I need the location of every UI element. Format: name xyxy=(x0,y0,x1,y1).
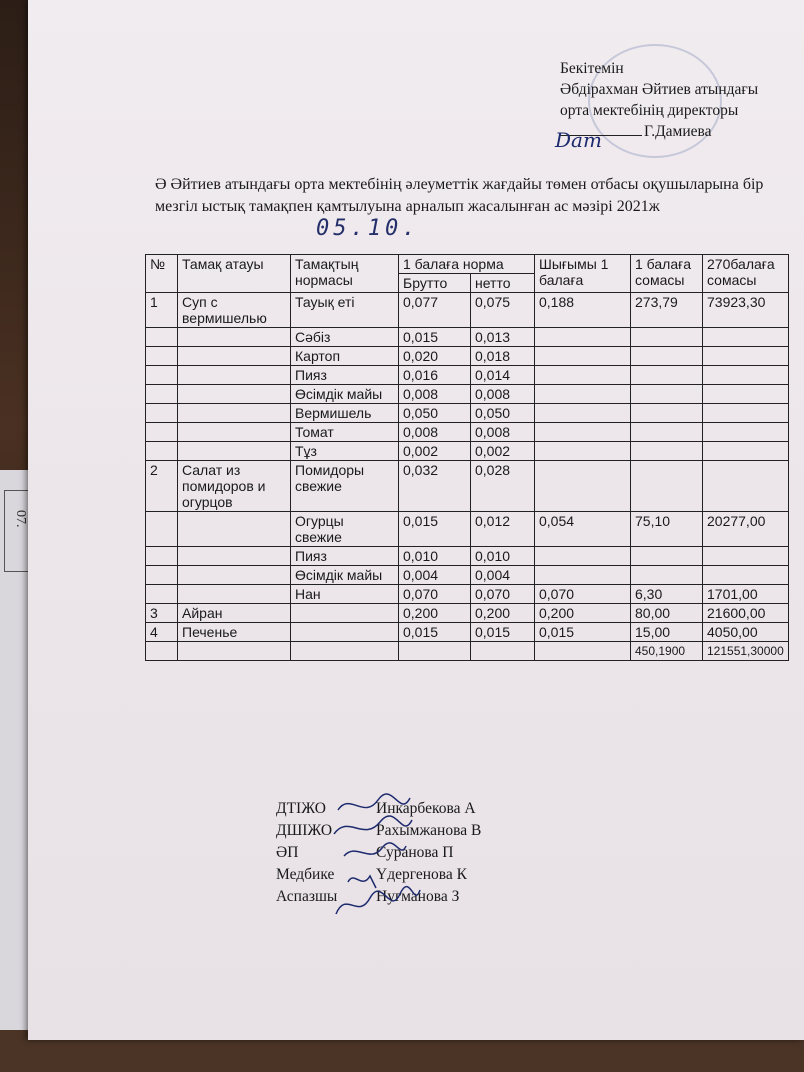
cell-loss: 0,015 xyxy=(535,623,631,642)
cell-sum270: 73923,30 xyxy=(703,293,789,328)
cell-ingredient: Пияз xyxy=(291,366,399,385)
table-row xyxy=(146,293,789,328)
cell-dish: Суп с вермишелью xyxy=(178,293,291,328)
cell-ingredient: Тұз xyxy=(291,442,399,461)
cell-dish xyxy=(178,442,291,461)
cell-num xyxy=(146,512,178,547)
director-signature: Dam xyxy=(555,128,602,152)
cell-brutto: 0,015 xyxy=(399,328,471,347)
cell-brutto: 0,010 xyxy=(399,547,471,566)
cell-dish: Салат из помидоров и огурцов xyxy=(178,461,291,512)
cell-sum270 xyxy=(703,442,789,461)
cell-num xyxy=(146,547,178,566)
approval-line-2: Әбдірахман Әйтиев атындағы xyxy=(560,81,759,98)
cell-sum1 xyxy=(631,547,703,566)
table-row xyxy=(146,461,789,512)
cell-sum270: 20277,00 xyxy=(703,512,789,547)
table-row xyxy=(146,623,789,642)
cell-dish xyxy=(178,642,291,661)
cell-brutto: 0,077 xyxy=(399,293,471,328)
cell-loss: 0,054 xyxy=(535,512,631,547)
cell-ingredient xyxy=(291,642,399,661)
cell-brutto: 0,032 xyxy=(399,461,471,512)
cell-sum1 xyxy=(631,366,703,385)
cell-brutto: 0,004 xyxy=(399,566,471,585)
cell-brutto: 0,015 xyxy=(399,512,471,547)
cell-netto: 0,013 xyxy=(471,328,535,347)
underlying-sheet-text: 07. xyxy=(13,510,28,528)
cell-ingredient: Картоп xyxy=(291,347,399,366)
cell-num xyxy=(146,404,178,423)
cell-dish xyxy=(178,385,291,404)
signature-role: ДТІЖО xyxy=(276,800,326,817)
cell-dish xyxy=(178,512,291,547)
cell-ingredient: Вермишель xyxy=(291,404,399,423)
cell-num xyxy=(146,566,178,585)
cell-num xyxy=(146,642,178,661)
cell-sum270: 21600,00 xyxy=(703,604,789,623)
table-row xyxy=(146,385,789,404)
cell-sum1 xyxy=(631,347,703,366)
cell-netto: 0,002 xyxy=(471,442,535,461)
cell-netto: 0,070 xyxy=(471,585,535,604)
cell-ingredient: Сәбіз xyxy=(291,328,399,347)
cell-loss xyxy=(535,366,631,385)
cell-loss: 0,070 xyxy=(535,585,631,604)
cell-sum270 xyxy=(703,547,789,566)
cell-sum270: 1701,00 xyxy=(703,585,789,604)
cell-num xyxy=(146,385,178,404)
cell-netto: 0,012 xyxy=(471,512,535,547)
cell-num: 4 xyxy=(146,623,178,642)
cell-dish xyxy=(178,347,291,366)
cell-dish: Печенье xyxy=(178,623,291,642)
cell-num xyxy=(146,347,178,366)
cell-num: 3 xyxy=(146,604,178,623)
cell-loss xyxy=(535,328,631,347)
signature-role: Медбике xyxy=(276,866,335,883)
table-row xyxy=(146,642,789,661)
table-row xyxy=(146,347,789,366)
cell-sum1 xyxy=(631,461,703,512)
handwritten-date: 05.10. xyxy=(316,216,420,241)
cell-dish xyxy=(178,585,291,604)
cell-netto: 0,200 xyxy=(471,604,535,623)
table-row xyxy=(146,566,789,585)
cell-netto: 0,014 xyxy=(471,366,535,385)
cell-sum270: 4050,00 xyxy=(703,623,789,642)
cell-sum270 xyxy=(703,423,789,442)
cell-sum1 xyxy=(631,566,703,585)
cell-dish xyxy=(178,423,291,442)
cell-brutto: 0,200 xyxy=(399,604,471,623)
cell-brutto xyxy=(399,642,471,661)
cell-sum1: 80,00 xyxy=(631,604,703,623)
cell-netto: 0,018 xyxy=(471,347,535,366)
cell-loss xyxy=(535,385,631,404)
cell-sum1 xyxy=(631,404,703,423)
cell-sum1 xyxy=(631,423,703,442)
cell-sum270: 121551,30000 xyxy=(703,642,789,661)
cell-sum270 xyxy=(703,566,789,585)
cell-dish xyxy=(178,566,291,585)
table-body xyxy=(146,293,789,661)
cell-netto xyxy=(471,642,535,661)
cell-loss xyxy=(535,404,631,423)
cell-sum1 xyxy=(631,442,703,461)
cell-ingredient xyxy=(291,604,399,623)
header-num: № xyxy=(146,255,178,293)
cell-num xyxy=(146,442,178,461)
cell-brutto: 0,050 xyxy=(399,404,471,423)
cell-loss xyxy=(535,547,631,566)
table-row xyxy=(146,547,789,566)
header-brutto: Брутто xyxy=(399,274,471,293)
approval-line-1: Бекітемін xyxy=(560,60,624,77)
cell-loss: 0,188 xyxy=(535,293,631,328)
cell-loss xyxy=(535,423,631,442)
cell-loss xyxy=(535,566,631,585)
cell-ingredient: Огурцы свежие xyxy=(291,512,399,547)
cell-brutto: 0,002 xyxy=(399,442,471,461)
cell-loss xyxy=(535,347,631,366)
director-name: Г.Дамиева xyxy=(644,123,712,140)
signature-name: Үдергенова К xyxy=(376,866,467,883)
cell-netto: 0,008 xyxy=(471,423,535,442)
cell-sum1: 450,1900 xyxy=(631,642,703,661)
cell-loss xyxy=(535,642,631,661)
cell-num: 1 xyxy=(146,293,178,328)
signature-role: ӘП xyxy=(276,844,299,861)
cell-sum270 xyxy=(703,366,789,385)
cell-dish xyxy=(178,404,291,423)
table-row xyxy=(146,442,789,461)
header-ingredient: Тамақтың нормасы xyxy=(291,255,399,293)
cell-sum1 xyxy=(631,328,703,347)
cell-ingredient: Пияз xyxy=(291,547,399,566)
table-row xyxy=(146,404,789,423)
cell-ingredient xyxy=(291,623,399,642)
cell-brutto: 0,015 xyxy=(399,623,471,642)
table-row xyxy=(146,328,789,347)
cell-dish xyxy=(178,328,291,347)
cell-netto: 0,015 xyxy=(471,623,535,642)
cell-sum270 xyxy=(703,347,789,366)
cell-brutto: 0,008 xyxy=(399,385,471,404)
cell-netto: 0,028 xyxy=(471,461,535,512)
signature-role: ДШІЖО xyxy=(276,822,333,839)
cell-sum1: 15,00 xyxy=(631,623,703,642)
cell-dish xyxy=(178,366,291,385)
cell-brutto: 0,016 xyxy=(399,366,471,385)
signature-name: Суранова П xyxy=(376,844,454,861)
cell-loss xyxy=(535,461,631,512)
cell-sum270 xyxy=(703,328,789,347)
cell-netto: 0,004 xyxy=(471,566,535,585)
cell-brutto: 0,020 xyxy=(399,347,471,366)
header-dish: Тамақ атауы xyxy=(178,255,291,293)
cell-ingredient: Помидоры свежие xyxy=(291,461,399,512)
cell-brutto: 0,008 xyxy=(399,423,471,442)
cell-num xyxy=(146,328,178,347)
cell-ingredient: Өсімдік майы xyxy=(291,385,399,404)
cell-loss: 0,200 xyxy=(535,604,631,623)
approval-line-3: орта мектебінің директоры xyxy=(560,102,739,119)
table-header-row xyxy=(146,255,789,274)
cell-sum270 xyxy=(703,385,789,404)
table-row xyxy=(146,366,789,385)
cell-loss xyxy=(535,442,631,461)
cell-num xyxy=(146,366,178,385)
cell-netto: 0,050 xyxy=(471,404,535,423)
signature-name: Инкарбекова А xyxy=(376,800,476,817)
cell-netto: 0,008 xyxy=(471,385,535,404)
table-row xyxy=(146,512,789,547)
cell-dish: Айран xyxy=(178,604,291,623)
cell-sum270 xyxy=(703,404,789,423)
header-norm: 1 балаға норма xyxy=(399,255,535,274)
table-row xyxy=(146,423,789,442)
cell-ingredient: Нан xyxy=(291,585,399,604)
handwritten-signatures xyxy=(330,790,450,930)
cell-num: 2 xyxy=(146,461,178,512)
header-netto: нетто xyxy=(471,274,535,293)
signature-role: Аспазшы xyxy=(276,888,338,905)
cell-ingredient: Томат xyxy=(291,423,399,442)
menu-table xyxy=(145,254,789,661)
cell-ingredient: Өсімдік майы xyxy=(291,566,399,585)
header-sum270: 270балаға сомасы xyxy=(703,255,789,293)
cell-ingredient: Тауық еті xyxy=(291,293,399,328)
table-row xyxy=(146,585,789,604)
cell-netto: 0,075 xyxy=(471,293,535,328)
document-title: Ә Әйтиев атындағы орта мектебінің әлеуметтік жағдайы төмен отбасы оқушыларына бір мезгіл ыстық тамақпен қамтылуына арналып жасалынған ас мәзірі 2021ж xyxy=(155,176,764,215)
cell-dish xyxy=(178,547,291,566)
cell-brutto: 0,070 xyxy=(399,585,471,604)
cell-netto: 0,010 xyxy=(471,547,535,566)
cell-sum270 xyxy=(703,461,789,512)
signature-name: Нугманова З xyxy=(376,888,460,905)
cell-sum1: 273,79 xyxy=(631,293,703,328)
cell-sum1 xyxy=(631,385,703,404)
cell-sum1: 75,10 xyxy=(631,512,703,547)
cell-num xyxy=(146,585,178,604)
header-sum1: 1 балаға сомасы xyxy=(631,255,703,293)
header-loss: Шығымы 1 балаға xyxy=(535,255,631,293)
signature-name: Рахымжанова В xyxy=(376,822,482,839)
table-row xyxy=(146,604,789,623)
cell-num xyxy=(146,423,178,442)
cell-sum1: 6,30 xyxy=(631,585,703,604)
